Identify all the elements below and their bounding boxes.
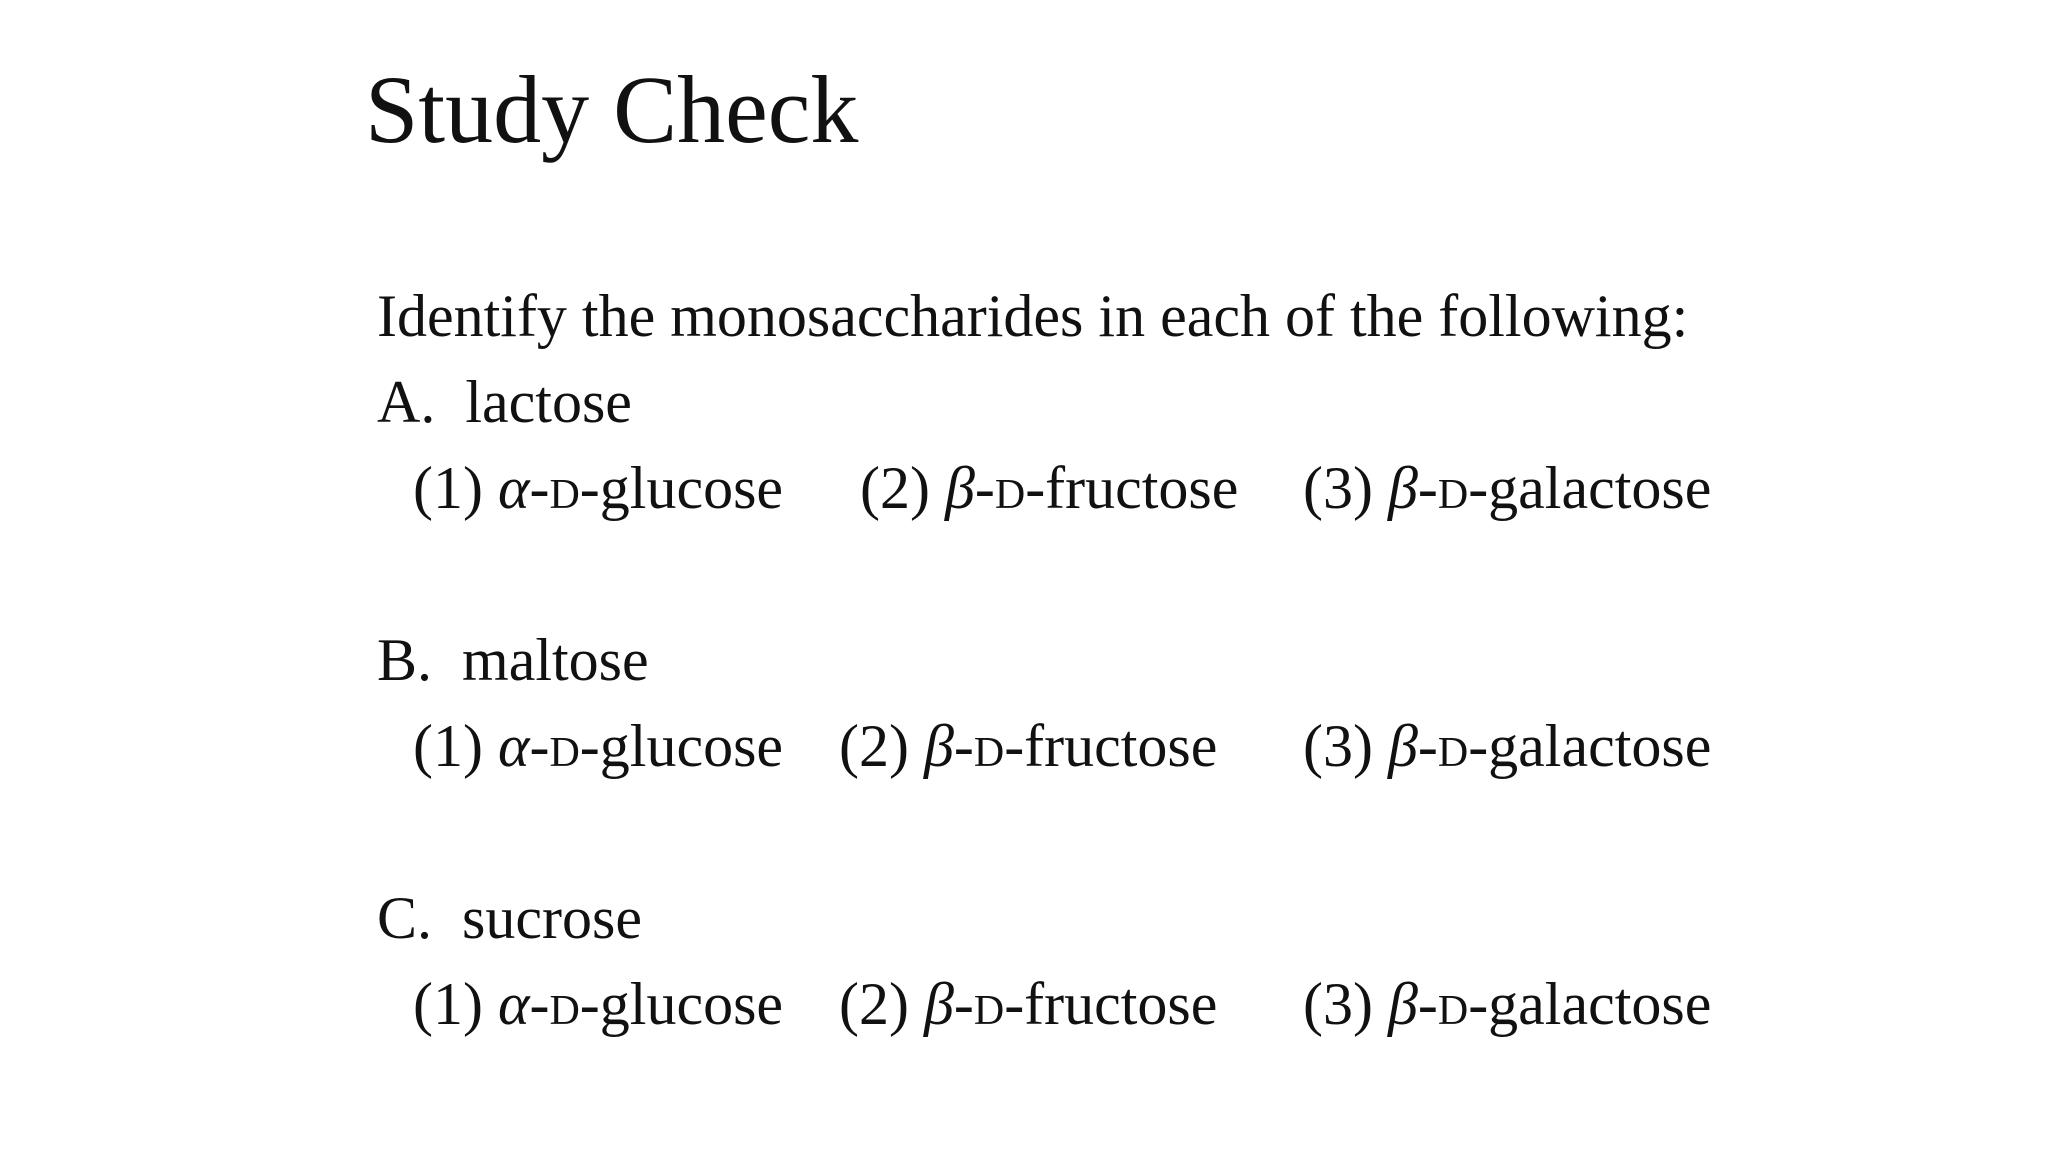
question-b-heading [377,627,649,693]
config-letter: D [549,730,580,776]
question-a-heading [377,369,632,435]
sugar-name: -glucose [579,713,784,779]
config-letter: D [549,988,580,1034]
sugar-name: -glucose [579,455,784,521]
sugar-name: -galactose [1468,455,1712,521]
greek-letter: α [497,713,530,779]
option-number: (1) [413,455,483,521]
question-a-option-2: (2) β-D-fructose [860,455,1239,521]
prompt-text: Identify the monosaccharides in each of the following: [377,283,1689,349]
question-letter: B. [377,627,433,693]
option-number: (2) [860,455,930,521]
option-number: (3) [1303,455,1373,521]
option-number: (3) [1303,971,1373,1037]
greek-letter: β [1387,455,1418,521]
config-letter: D [1437,988,1469,1034]
sugar-name: -glucose [579,971,784,1037]
question-b-option-1: (1) α-D-glucose [413,713,784,779]
question-b-option-3: (3) β-D-galactose [1303,713,1712,779]
config-letter: D [994,472,1026,518]
slide-title: Study Check [365,56,859,163]
question-name: lactose [465,369,632,435]
option-number: (3) [1303,713,1373,779]
option-number: (1) [413,713,483,779]
greek-letter: β [944,455,975,521]
greek-letter: α [497,455,530,521]
question-a-option-1: (1) α-D-glucose [413,455,784,521]
sugar-name: -fructose [1004,971,1218,1037]
question-c-option-2: (2) β-D-fructose [839,971,1218,1037]
question-letter: C. [377,885,433,951]
sugar-name: -fructose [1004,713,1218,779]
config-letter: D [973,730,1005,776]
question-name: maltose [462,627,649,693]
greek-letter: β [923,713,954,779]
config-letter: D [1437,730,1469,776]
question-a-option-3: (3) β-D-galactose [1303,455,1712,521]
option-number: (1) [413,971,483,1037]
question-b-option-2: (2) β-D-fructose [839,713,1218,779]
question-letter: A. [377,369,436,435]
config-letter: D [549,472,580,518]
question-c-heading [377,885,642,951]
greek-letter: α [497,971,530,1037]
greek-letter: β [1387,713,1418,779]
greek-letter: β [1387,971,1418,1037]
question-name: sucrose [462,885,642,951]
sugar-name: -galactose [1468,713,1712,779]
greek-letter: β [923,971,954,1037]
question-c-option-1: (1) α-D-glucose [413,971,784,1037]
option-number: (2) [839,713,909,779]
sugar-name: -fructose [1025,455,1239,521]
sugar-name: -galactose [1468,971,1712,1037]
config-letter: D [973,988,1005,1034]
config-letter: D [1437,472,1469,518]
question-c-option-3: (3) β-D-galactose [1303,971,1712,1037]
option-number: (2) [839,971,909,1037]
